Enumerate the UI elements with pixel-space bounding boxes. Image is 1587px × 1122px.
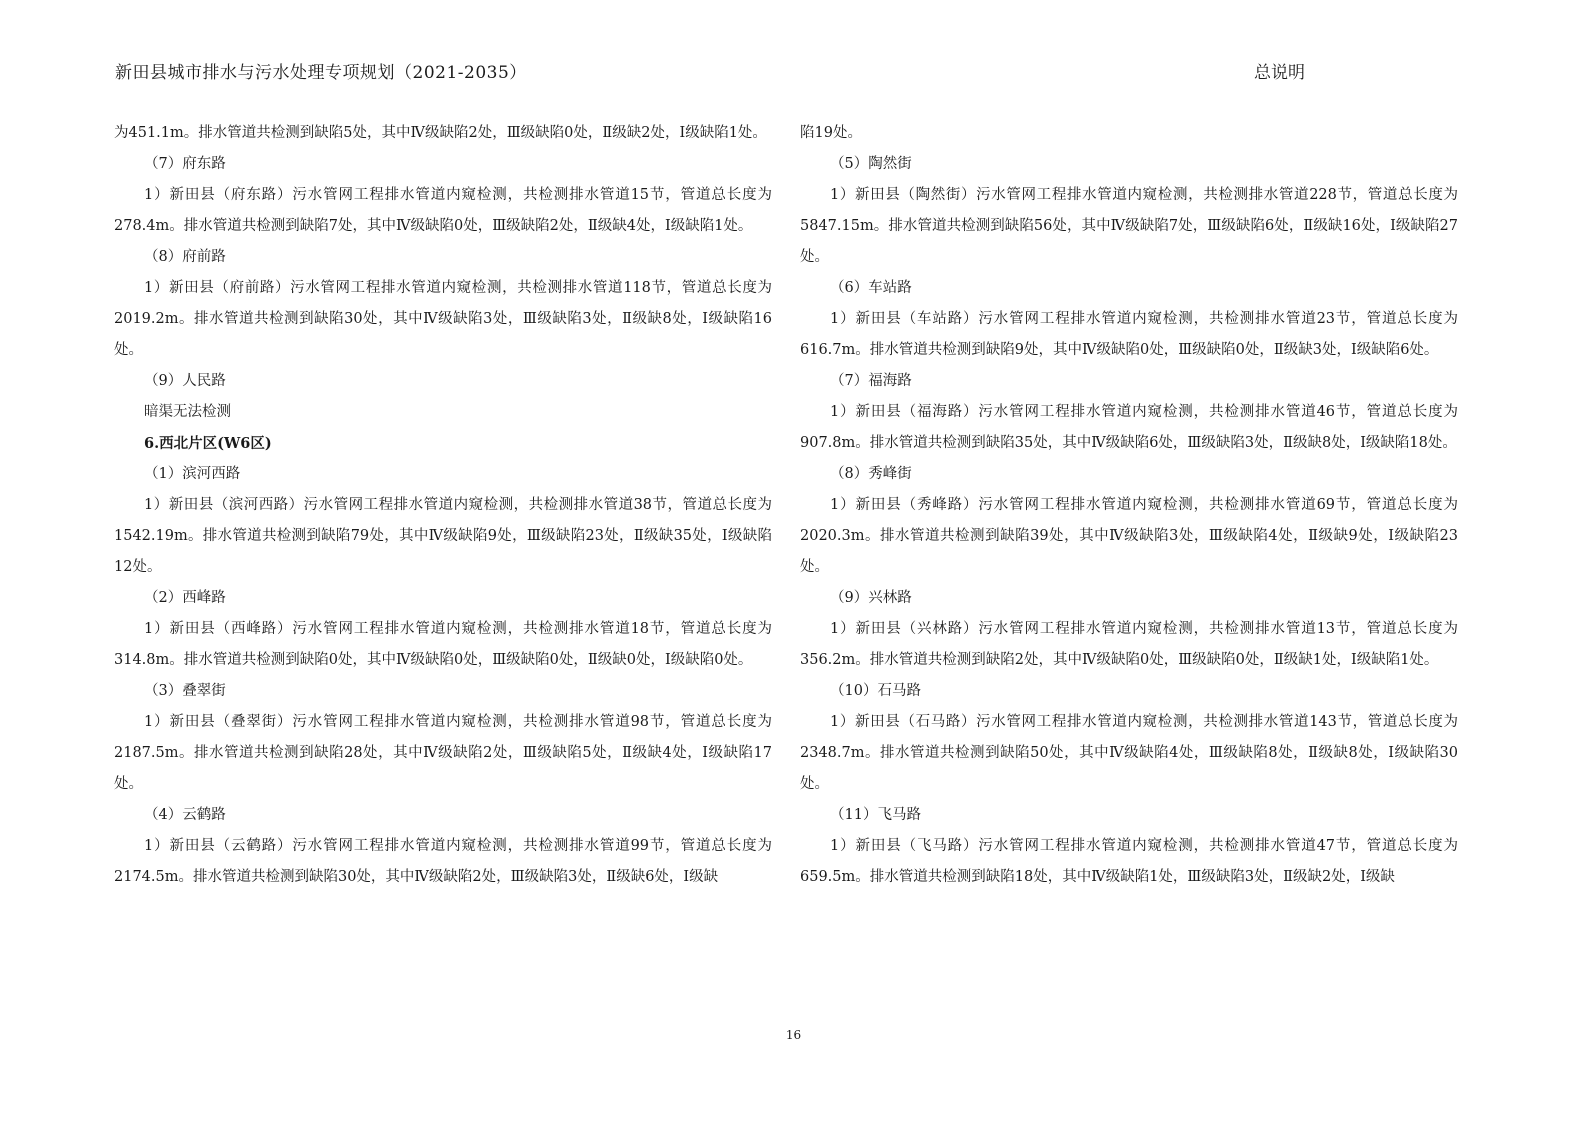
paragraph: 陷19处。 bbox=[800, 125, 862, 141]
paragraph: 1）新田县（兴林路）污水管网工程排水管道内窥检测，共检测排水管道13节，管道总长度为356.2m。排水管道共检测到缺陷2处，其中Ⅳ级缺陷0处，Ⅲ级缺陷0处，Ⅱ级缺1处，Ⅰ级缺陷1处。 bbox=[800, 621, 1458, 668]
paragraph: 1）新田县（飞马路）污水管网工程排水管道内窥检测，共检测排水管道47节，管道总长度为659.5m。排水管道共检测到缺陷18处，其中Ⅳ级缺陷1处，Ⅲ级缺陷3处，Ⅱ级缺2处，Ⅰ级缺 bbox=[800, 838, 1458, 885]
subsection-heading: （6）车站路 bbox=[830, 280, 912, 296]
subsection-heading: （1）滨河西路 bbox=[144, 466, 241, 482]
paragraph: 1）新田县（陶然街）污水管网工程排水管道内窥检测，共检测排水管道228节，管道总长度为5847.15m。排水管道共检测到缺陷56处，其中Ⅳ级缺陷7处，Ⅲ级缺陷6处，Ⅱ级缺16处，Ⅰ级缺陷27处。 bbox=[800, 187, 1458, 265]
paragraph: 1）新田县（云鹤路）污水管网工程排水管道内窥检测，共检测排水管道99节，管道总长度为2174.5m。排水管道共检测到缺陷30处，其中Ⅳ级缺陷2处，Ⅲ级缺陷3处，Ⅱ级缺6处，Ⅰ级缺 bbox=[114, 838, 772, 885]
paragraph: 1）新田县（府东路）污水管网工程排水管道内窥检测，共检测排水管道15节，管道总长度为278.4m。排水管道共检测到缺陷7处，其中Ⅳ级缺陷0处，Ⅲ级缺陷2处，Ⅱ级缺4处，Ⅰ级缺陷1处。 bbox=[114, 187, 772, 234]
right-column bbox=[800, 118, 1458, 893]
subsection-heading: （4）云鹤路 bbox=[144, 807, 226, 823]
paragraph: 1）新田县（府前路）污水管网工程排水管道内窥检测，共检测排水管道118节，管道总长度为2019.2m。排水管道共检测到缺陷30处，其中Ⅳ级缺陷3处，Ⅲ级缺陷3处，Ⅱ级缺8处，Ⅰ级缺陷16处。 bbox=[114, 280, 772, 358]
paragraph: 1）新田县（秀峰路）污水管网工程排水管道内窥检测，共检测排水管道69节，管道总长度为2020.3m。排水管道共检测到缺陷39处，其中Ⅳ级缺陷3处，Ⅲ级缺陷4处，Ⅱ级缺9处，Ⅰ级缺陷23处。 bbox=[800, 497, 1458, 575]
paragraph: 暗渠无法检测 bbox=[144, 404, 231, 420]
page-number: 16 bbox=[785, 1028, 802, 1042]
paragraph: 1）新田县（西峰路）污水管网工程排水管道内窥检测，共检测排水管道18节，管道总长度为314.8m。排水管道共检测到缺陷0处，其中Ⅳ级缺陷0处，Ⅲ级缺陷0处，Ⅱ级缺0处，Ⅰ级缺陷0处。 bbox=[114, 621, 772, 668]
paragraph: 1）新田县（叠翠街）污水管网工程排水管道内窥检测，共检测排水管道98节，管道总长度为2187.5m。排水管道共检测到缺陷28处，其中Ⅳ级缺陷2处，Ⅲ级缺陷5处，Ⅱ级缺4处，Ⅰ级缺陷17处。 bbox=[114, 714, 772, 792]
subsection-heading: （11）飞马路 bbox=[830, 807, 921, 823]
subsection-heading: （9）人民路 bbox=[144, 373, 226, 389]
subsection-heading: （10）石马路 bbox=[830, 683, 921, 699]
subsection-heading: （7）府东路 bbox=[144, 156, 226, 172]
left-column bbox=[114, 118, 772, 893]
paragraph: 1）新田县（滨河西路）污水管网工程排水管道内窥检测，共检测排水管道38节，管道总长度为1542.19m。排水管道共检测到缺陷79处，其中Ⅳ级缺陷9处，Ⅲ级缺陷23处，Ⅱ级缺35处，Ⅰ级缺陷12处。 bbox=[114, 497, 772, 575]
subsection-heading: （8）府前路 bbox=[144, 249, 226, 265]
paragraph: 1）新田县（车站路）污水管网工程排水管道内窥检测，共检测排水管道23节，管道总长度为616.7m。排水管道共检测到缺陷9处，其中Ⅳ级缺陷0处，Ⅲ级缺陷0处，Ⅱ级缺3处，Ⅰ级缺陷6处。 bbox=[800, 311, 1458, 358]
subsection-heading: （9）兴林路 bbox=[830, 590, 912, 606]
paragraph: 为451.1m。排水管道共检测到缺陷5处，其中Ⅳ级缺陷2处，Ⅲ级缺陷0处，Ⅱ级缺2处，Ⅰ级缺陷1处。 bbox=[114, 125, 767, 141]
subsection-heading: （3）叠翠街 bbox=[144, 683, 226, 699]
document-title: 新田县城市排水与污水处理专项规划（2021-2035） bbox=[115, 63, 527, 83]
paragraph: 1）新田县（石马路）污水管网工程排水管道内窥检测，共检测排水管道143节，管道总长度为2348.7m。排水管道共检测到缺陷50处，其中Ⅳ级缺陷4处，Ⅲ级缺陷8处，Ⅱ级缺8处，Ⅰ级缺陷30处。 bbox=[800, 714, 1458, 792]
section-title: 总说明 bbox=[1254, 63, 1305, 83]
subsection-heading: （8）秀峰街 bbox=[830, 466, 912, 482]
paragraph: 1）新田县（福海路）污水管网工程排水管道内窥检测，共检测排水管道46节，管道总长度为907.8m。排水管道共检测到缺陷35处，其中Ⅳ级缺陷6处，Ⅲ级缺陷3处，Ⅱ级缺8处，Ⅰ级缺陷18处。 bbox=[800, 404, 1458, 451]
subsection-heading: （7）福海路 bbox=[830, 373, 912, 389]
subsection-heading: （2）西峰路 bbox=[144, 590, 226, 606]
section-heading: 6.西北片区(W6区) bbox=[144, 435, 272, 452]
subsection-heading: （5）陶然街 bbox=[830, 156, 912, 172]
